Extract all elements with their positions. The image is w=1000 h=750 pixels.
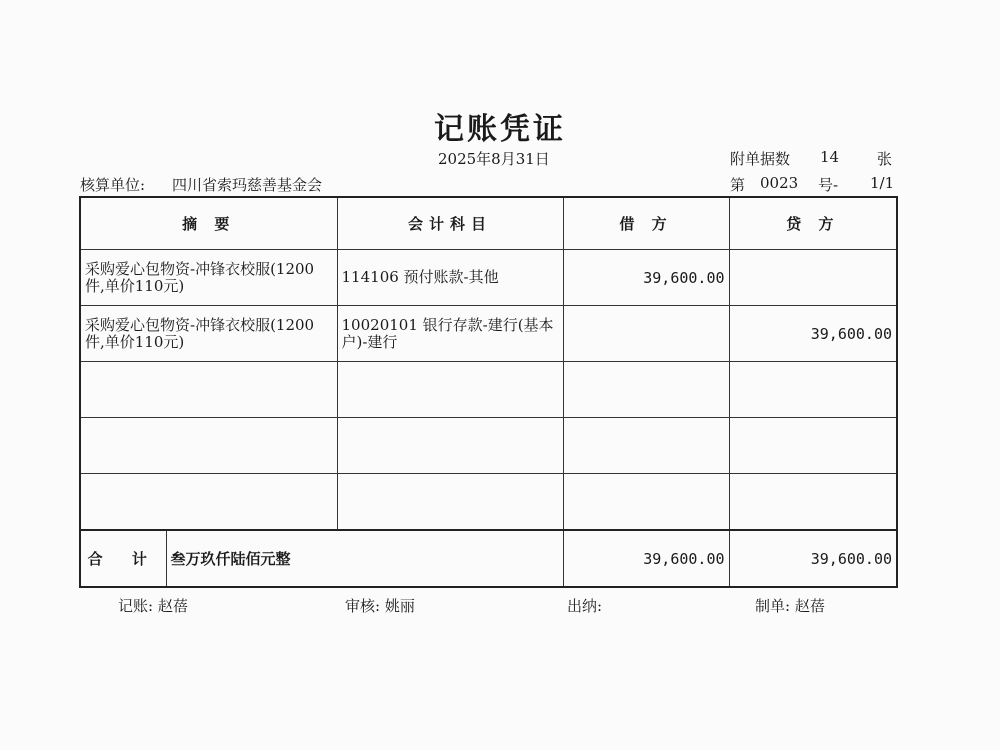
signature-reviewer: 审核: 姚丽 [345,597,415,615]
table-row [80,474,897,531]
entry-account [337,418,563,474]
total-amount-in-words: 叁万玖仟陆佰元整 [166,530,563,587]
entry-debit [563,362,729,418]
entry-summary [80,362,337,418]
table-row [80,306,897,362]
voucher-number-suffix: 号- [818,176,839,194]
entry-summary [80,474,337,531]
attachments-unit: 张 [877,150,893,168]
total-debit: 39,600.00 [563,530,729,587]
entry-summary: 采购爱心包物资-冲锋衣校服(1200件,单价110元) [80,306,337,362]
voucher-table [79,196,898,588]
voucher-date: 2025年8月31日 [438,150,550,168]
entry-debit [563,418,729,474]
entry-account: 10020101 银行存款-建行(基本户)-建行 [337,306,563,362]
signature-cashier: 出纳: [567,597,603,615]
entry-account: 114106 预付账款-其他 [337,250,563,306]
table-row [80,250,897,306]
table-row [80,418,897,474]
entry-credit [729,474,897,531]
org-name: 四川省索玛慈善基金会 [172,176,323,194]
voucher-title: 记账凭证 [434,112,566,147]
entry-summary: 采购爱心包物资-冲锋衣校服(1200件,单价110元) [80,250,337,306]
entry-credit [729,362,897,418]
entry-credit [729,418,897,474]
org-label: 核算单位: [80,176,146,194]
column-header-credit: 贷 方 [729,197,897,250]
column-header-debit: 借 方 [563,197,729,250]
entry-credit: 39,600.00 [729,306,897,362]
entry-debit [563,306,729,362]
attachments-label: 附单据数 [730,150,791,168]
header-row [80,197,897,250]
entry-debit: 39,600.00 [563,250,729,306]
entry-account [337,362,563,418]
total-credit: 39,600.00 [729,530,897,587]
column-header-account: 会计科目 [337,197,563,250]
voucher-page: 1/1 [870,174,895,192]
signature-maker: 制单: 赵蓓 [755,597,825,615]
column-header-summary: 摘 要 [80,197,337,250]
entry-account [337,474,563,531]
attachments-count: 14 [820,148,840,166]
total-row [80,530,897,587]
total-label: 合 计 [80,530,166,587]
entry-credit [729,250,897,306]
voucher-number-prefix: 第 [730,176,746,194]
entry-summary [80,418,337,474]
signature-bookkeeper: 记账: 赵蓓 [118,597,188,615]
entry-debit [563,474,729,531]
table-row [80,362,897,418]
voucher-number: 0023 [760,174,799,192]
